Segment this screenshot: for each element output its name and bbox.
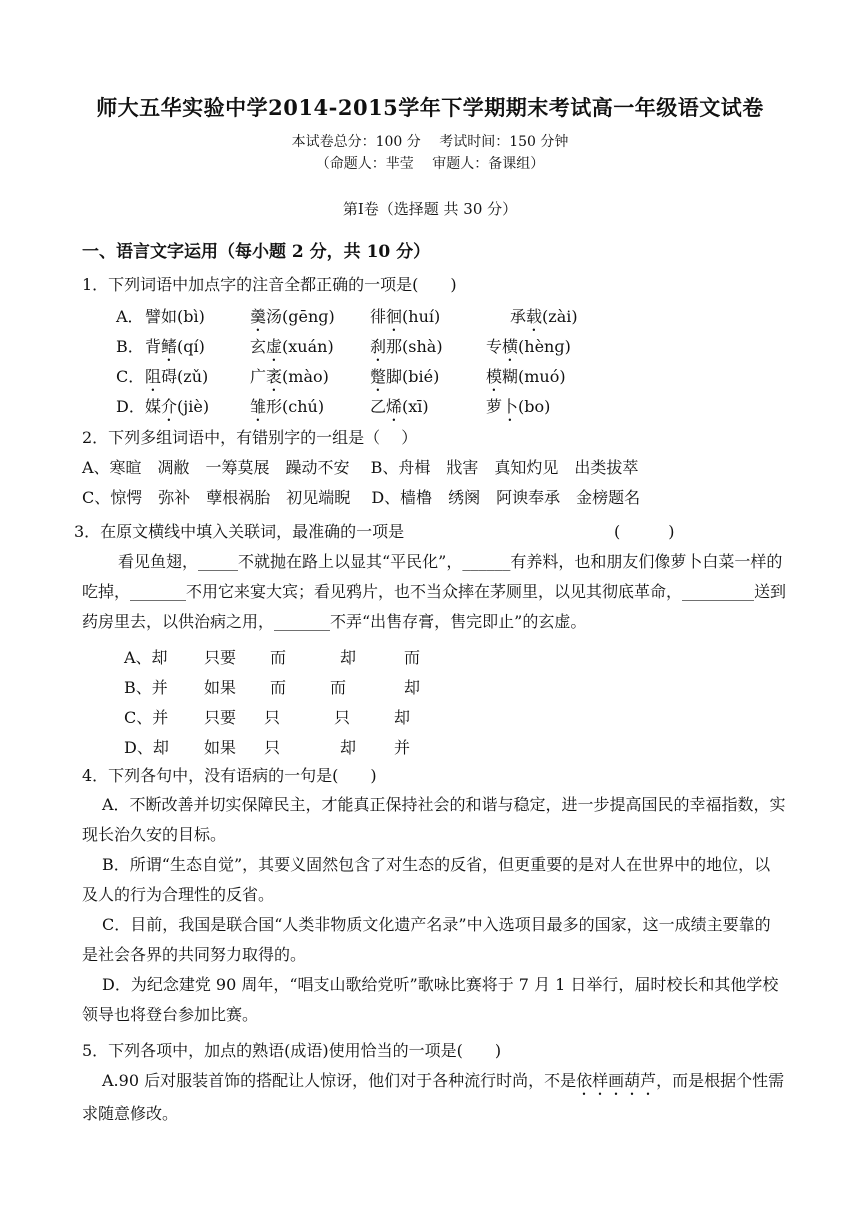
q1-option-label: C．	[116, 367, 145, 386]
q3-passage: 看见鱼翅，_____不就抛在路上以显其“平民化”，______有养料，也和朋友们像萝卜白菜一样的吃掉，_______不用它来宴大宾；看见鸦片，也不当众摔在茅厕里，以见其彻底革命，_________送到药房里去，以供治病之用，_______不弄“出售存膏，售完即止”的玄虚。	[82, 552, 787, 631]
q4-option-b: B．所谓“生态自觉”，其要义固然包含了对生态的反省，但更重要的是对人在世界中的地位，以及人的行为合理性的反省。	[82, 855, 771, 904]
part-label: 第Ⅰ卷（选择题 共 30 分）	[342, 200, 518, 218]
word-prefix: 徘	[370, 307, 387, 326]
exam-meta-authors: （命题人：芈莹 审题人：备课组）	[315, 156, 545, 172]
q3-option-cell: C、并	[124, 708, 169, 727]
dotted-char: 模	[486, 367, 503, 386]
q1-stem: 1．下列词语中加点字的注音全都正确的一项是( )	[82, 275, 457, 294]
word-prefix: 专	[486, 337, 503, 356]
dotted-char: 雏	[250, 397, 267, 416]
q5-option-a-pre: A.90 后对服装首饰的搭配让人惊讶，他们对于各种流行时尚，不是	[102, 1071, 577, 1090]
word-suffix-pinyin: (mào)	[282, 367, 329, 386]
q1-option-word	[145, 396, 209, 425]
q4-option-a: A．不断改善并切实保障民主，才能真正保持社会的和谐与稳定，进一步提高国民的幸福指数，实现长治久安的目标。	[82, 795, 786, 844]
word-prefix: 承	[510, 307, 527, 326]
q1-option-word	[370, 306, 440, 335]
q3-option-cell: 只	[334, 708, 351, 727]
word-suffix-pinyin: (bo)	[518, 397, 551, 416]
q5-option-a-post: ，而是根据个性需求随意修改。	[82, 1071, 785, 1123]
q1-option-word	[486, 336, 571, 365]
word-suffix-pinyin: (qí)	[177, 337, 205, 356]
dotted-char: 刹	[370, 337, 387, 356]
word-prefix: 媒	[145, 397, 162, 416]
dotted-char: 卜	[502, 397, 519, 416]
q3-option-cell: 并	[394, 738, 411, 757]
word-suffix-pinyin: (huí)	[402, 307, 441, 326]
dotted-char: 羹	[250, 307, 267, 326]
q2-options-cd: C、惊愕 弥补 孽根祸胎 初见端睨 D、樯橹 绣阕 阿谀奉承 金榜题名	[82, 488, 641, 507]
word-prefix: 玄	[250, 337, 267, 356]
q5-stem: 5．下列各项中，加点的熟语(成语)使用恰当的一项是( )	[82, 1041, 502, 1060]
dotted-char: 载	[526, 307, 543, 326]
dotted-char: 徊	[386, 307, 403, 326]
q1-option-word	[145, 336, 205, 365]
q3-option-cell: 却	[394, 708, 411, 727]
q2-stem: 2．下列多组词语中，有错别字的一组是（ ）	[82, 428, 418, 447]
exam-meta-score-time: 本试卷总分：100 分 考试时间：150 分钟	[291, 134, 569, 150]
q3-option-cell: 而	[270, 678, 287, 697]
q3-option-cell: 而	[270, 648, 287, 667]
q3-option-cell: 却	[340, 648, 357, 667]
q1-option-word	[370, 396, 429, 425]
q1-option-label: B．	[116, 337, 144, 356]
word-suffix-pinyin: 碍(zǔ)	[161, 367, 209, 386]
q1-option-word	[250, 336, 334, 365]
word-prefix: 背	[145, 337, 162, 356]
q3-option-cell: A、却	[124, 648, 168, 667]
dotted-char: 介	[161, 397, 178, 416]
dotted-char: 鳍	[161, 337, 178, 356]
dotted-char: 烯	[386, 397, 403, 416]
q1-option-word	[510, 306, 578, 335]
q1-option-label: A．	[116, 307, 144, 326]
word-suffix-pinyin: 糊(muó)	[502, 367, 566, 386]
q3-answer-paren: ( )	[614, 522, 675, 541]
section1-title: 一、语言文字运用（每小题 2 分，共 10 分）	[82, 242, 431, 262]
q4-option-d: D．为纪念建党 90 周年，“唱支山歌给党听”歌咏比赛将于 7 月 1 日举行，届时校长和其他学校领导也将登台参加比赛。	[82, 975, 779, 1024]
q5-option-a-idiom: 依样画葫芦	[576, 1071, 657, 1090]
word-suffix-pinyin: (xuán)	[282, 337, 334, 356]
q1-option-word	[370, 366, 439, 395]
q1-option-word	[145, 366, 208, 395]
q3-option-cell: 却	[340, 738, 357, 757]
q3-stem: 3．在原文横线中填入关联词，最准确的一项是	[74, 522, 405, 541]
q3-option-cell: 只	[264, 708, 281, 727]
word-suffix-pinyin: (jiè)	[177, 397, 210, 416]
q1-option-word	[486, 366, 566, 395]
q1-option-word	[250, 306, 335, 335]
q3-option-cell: 而	[404, 648, 421, 667]
word-suffix-pinyin: 形(chú)	[266, 397, 325, 416]
q3-option-cell: 如果	[204, 738, 237, 757]
q2-options-ab: A、寒暄 凋敝 一筹莫展 躁动不安 B、舟楫 戕害 真知灼见 出类拔萃	[82, 458, 639, 477]
q1-option-word	[250, 396, 324, 425]
word-prefix: 萝	[486, 397, 503, 416]
q1-option-word	[486, 396, 550, 425]
dotted-char: 袤	[266, 367, 283, 386]
dotted-char: 虚	[266, 337, 283, 356]
word-prefix: 乙	[370, 397, 387, 416]
q4-option-c: C．目前，我国是联合国“人类非物质文化遗产名录”中入选项目最多的国家，这一成绩主要靠的是社会各界的共同努力取得的。	[82, 915, 771, 964]
q1-option-word	[370, 336, 443, 365]
q1-option-word	[250, 366, 329, 395]
q1-option-label: D．	[116, 397, 145, 416]
word-prefix: 譬	[145, 307, 162, 326]
q5-option-a	[82, 1066, 786, 1129]
word-suffix-pinyin: 汤(gēnɡ)	[266, 307, 335, 326]
q3-option-cell: 只要	[204, 648, 237, 667]
q3-option-cell: 如果	[204, 678, 237, 697]
word-suffix-pinyin: 那(shà)	[386, 337, 443, 356]
dotted-char: 阻	[145, 367, 162, 386]
q4-stem: 4．下列各句中，没有语病的一句是( )	[82, 766, 377, 785]
word-suffix-pinyin: 如(bì)	[161, 307, 205, 326]
word-prefix: 广	[250, 367, 267, 386]
word-suffix-pinyin: 脚(bié)	[386, 367, 440, 386]
q3-option-cell: 只要	[204, 708, 237, 727]
exam-title: 师大五华实验中学2014-2015学年下学期期末考试高一年级语文试卷	[96, 95, 764, 120]
word-suffix-pinyin: (xī)	[402, 397, 429, 416]
dotted-char: 蹩	[370, 367, 387, 386]
word-suffix-pinyin: (zài)	[542, 307, 578, 326]
q3-option-cell: 却	[404, 678, 421, 697]
dotted-char: 横	[502, 337, 519, 356]
word-suffix-pinyin: (hènɡ)	[518, 337, 571, 356]
q3-option-cell: 而	[330, 678, 347, 697]
q1-option-word	[145, 306, 205, 335]
q3-option-cell: B、并	[124, 678, 168, 697]
q3-option-cell: D、却	[124, 738, 169, 757]
q3-option-cell: 只	[264, 738, 281, 757]
